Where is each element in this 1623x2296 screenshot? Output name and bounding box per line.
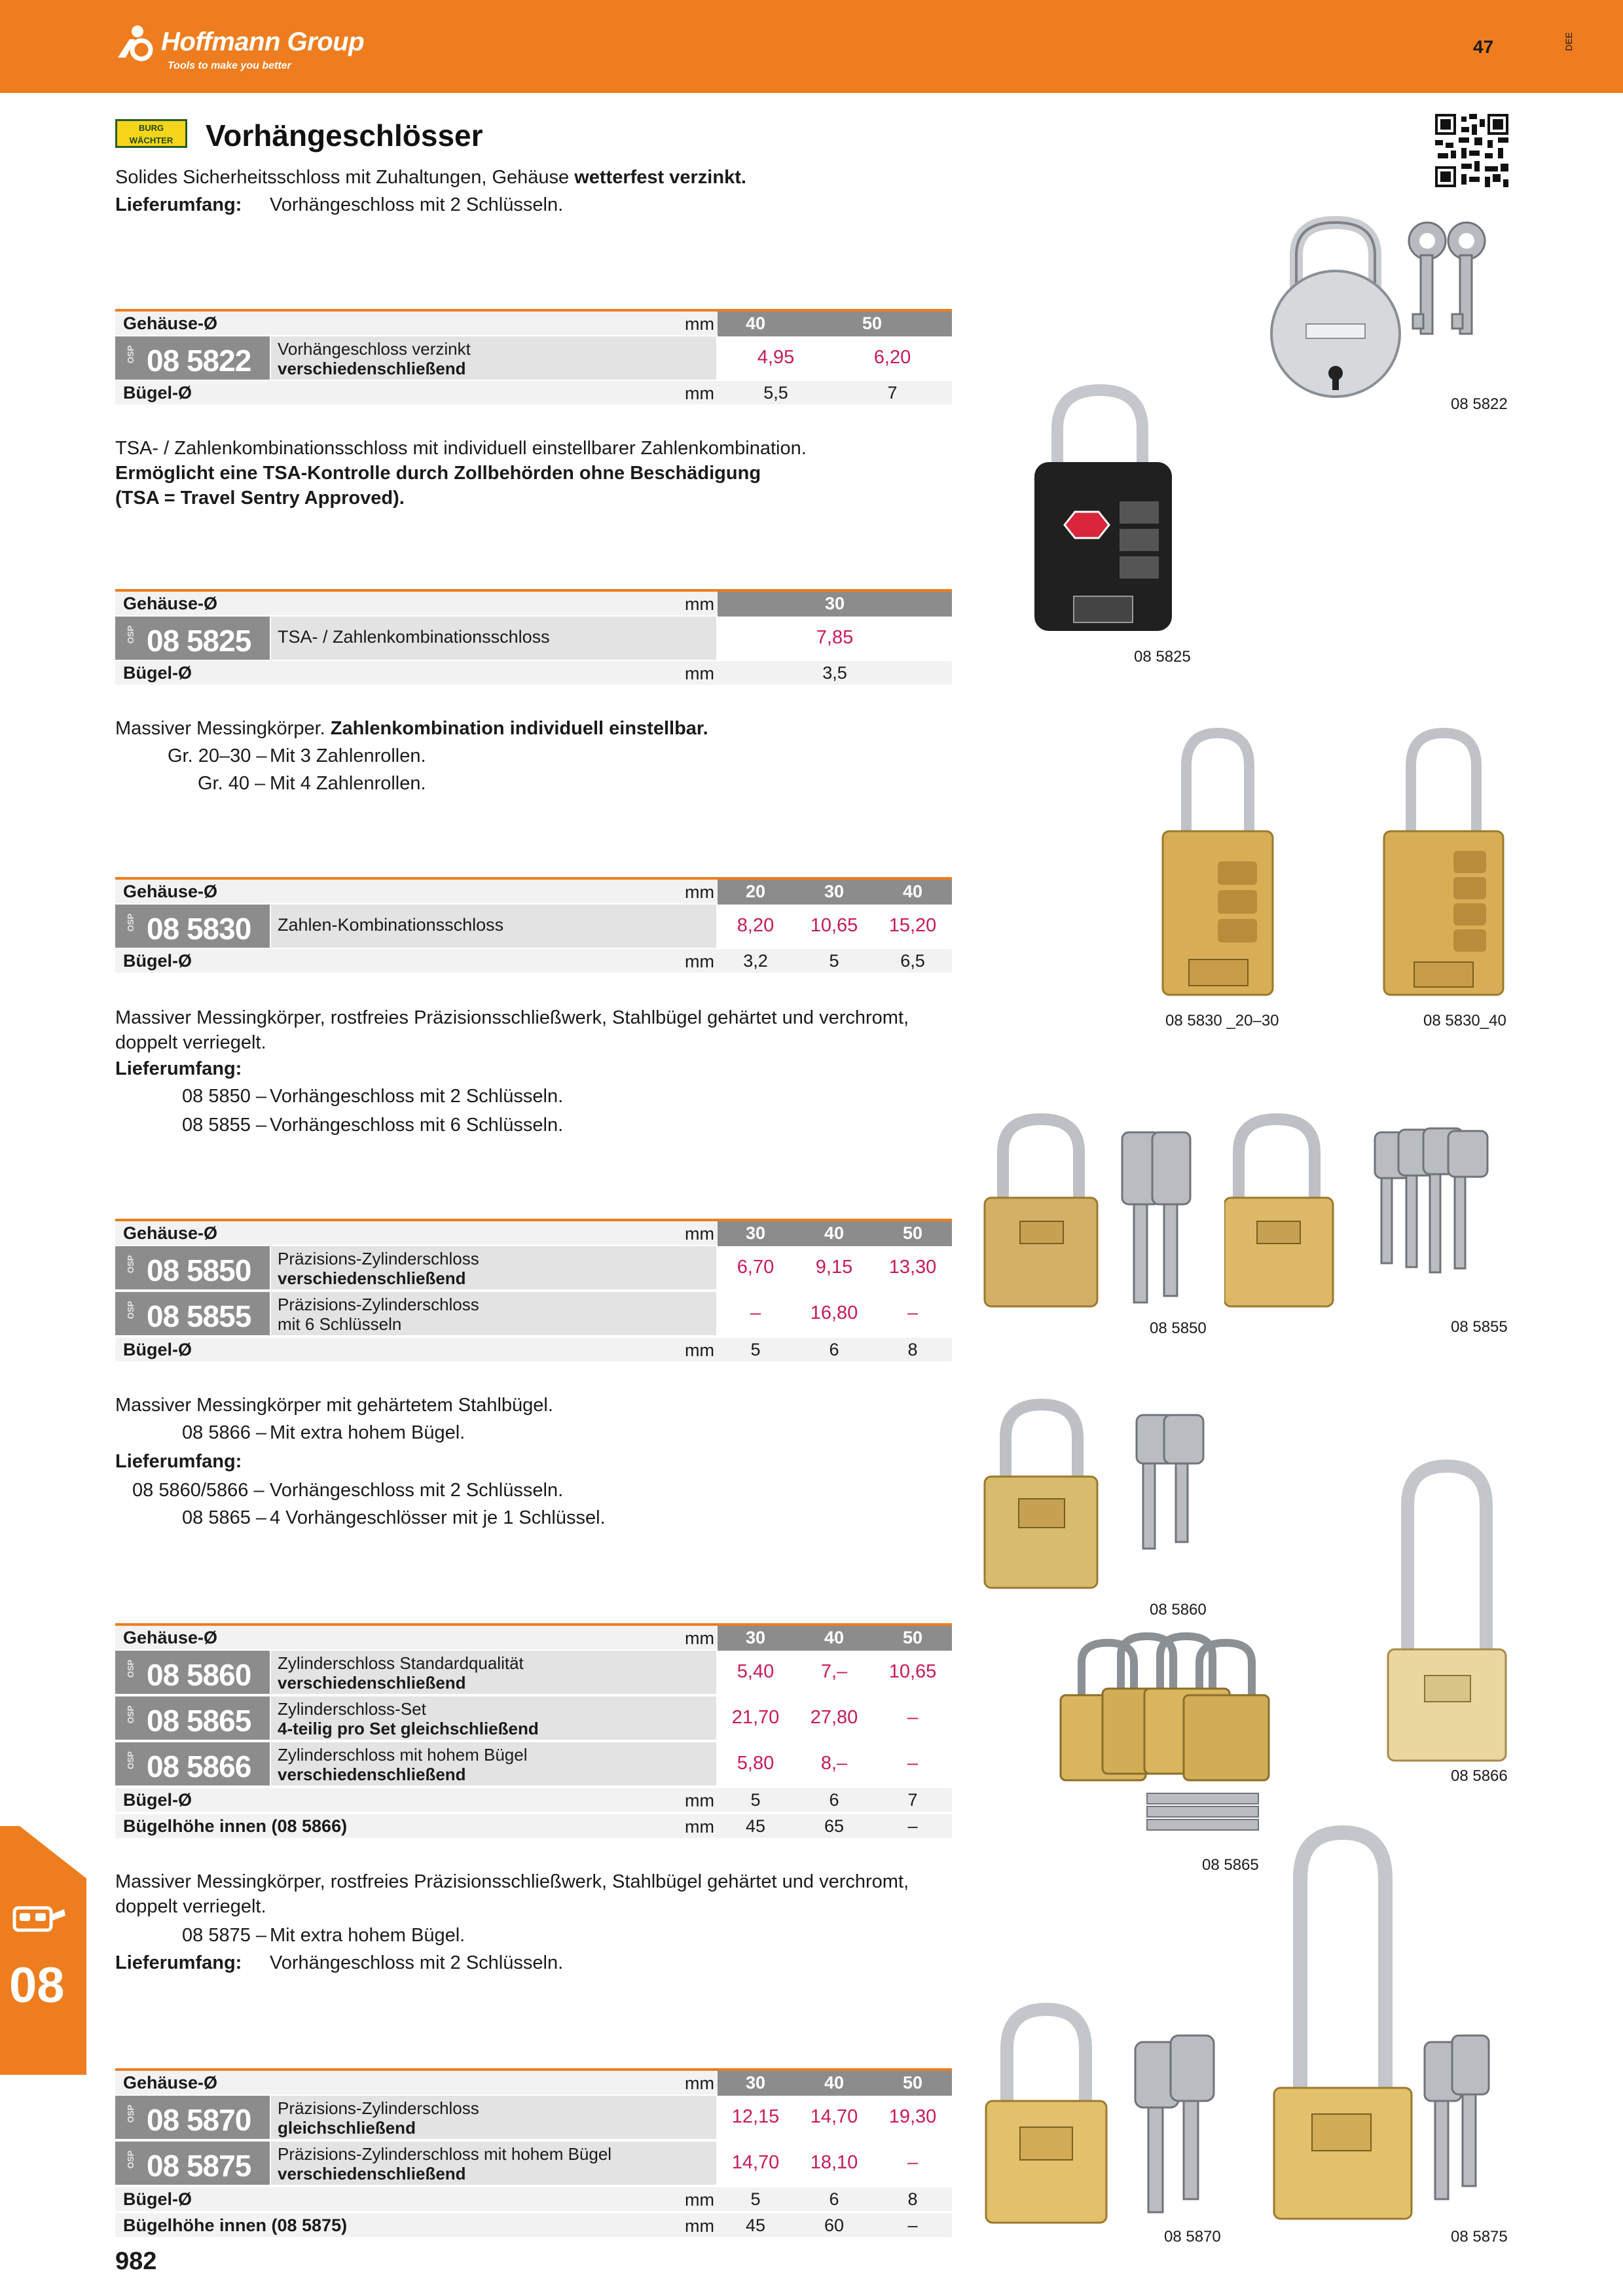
housing-row: Gehäuse-Ø mm 40 50 [115,312,952,336]
table-08-5830: Gehäuse-Ø mm 20 30 40 OSP 08 5830 Zahlen-Kombinationsschloss 8,20 10,65 15,20 Bügel-Ø mm 3,2 5 6,5 [115,877,952,982]
article-row-08-5870[interactable]: OSP 08 5870 Präzisions-Zylinderschloss gleichschließend 12,15 14,70 19,30 [115,2096,952,2140]
caption-08-5875: 08 5875 [1451,2228,1508,2246]
logo-icon [115,24,157,63]
padlock-08-5875-image[interactable] [1267,1820,1497,2225]
article-number: 08 5855 [147,1299,251,1333]
language-code: DEE [1563,32,1574,51]
qr-code-icon[interactable] [1435,114,1508,187]
caption-08-5825: 08 5825 [1134,648,1191,666]
tsa-text-3: (TSA = Travel Sentry Approved). [115,488,405,509]
page-number-top: 47 [1473,37,1494,57]
price: 7,85 [816,627,854,648]
caption-08-5830-20-30: 08 5830 _20–30 [1165,1012,1279,1030]
padlock-08-5830-40-image[interactable] [1375,720,1512,1001]
article-number: 08 5850 [147,1253,251,1287]
table-08-5850: Gehäuse-Ø mm 30 40 50 OSP 08 5850 Präzisions-Zylinderschloss verschiedenschließend 6,70 9,15 13,30 OSP 08 5855 Präzisions-Zylinderschloss mit 6 Schlüsseln – 16,80 – Bügel-Ø mm 5 6 8 [115,1219,952,1369]
section-title: Vorhängeschlösser [206,118,483,152]
padlock-08-5822-image[interactable] [1270,209,1493,399]
caption-08-5850: 08 5850 [1150,1319,1207,1337]
table-08-5825: Gehäuse-Ø mm 30 OSP 08 5825 TSA- / Zahlenkombinationsschloss 7,85 Bügel-Ø mm 3,5 [115,589,952,694]
article-row-08-5860[interactable]: OSP 08 5860 Zylinderschloss Standardqualität verschiedenschließend 5,40 7,– 10,65 [115,1651,952,1695]
article-row-08-5822[interactable]: OSP 08 5822 Vorhängeschloss verzinkt verschiedenschließend 4,95 6,20 [115,336,952,381]
brand-name: Hoffmann Group [161,27,365,56]
price: 10,65 [810,915,858,936]
tsa-text-2: Ermöglicht eine TSA-Kontrolle durch Zollbehörden ohne Beschädigung [115,463,761,484]
scope-label: Lieferumfang: [115,194,242,215]
caption-08-5866: 08 5866 [1451,1767,1508,1785]
caption-08-5870: 08 5870 [1164,2228,1221,2246]
padlock-08-5830-20-30-image[interactable] [1152,720,1283,1001]
price: 6,20 [873,347,911,368]
table-08-5870: Gehäuse-Ø mm 30 40 50 OSP 08 5870 Präzisions-Zylinderschloss gleichschließend 12,15 14,70 19,30 OSP 08 5875 Präzisions-Zylinderschloss mit hohem Bügel verschiedenschließend 14,70 18,10 – Bügel-Ø mm 5 6 8 Bügelhöhe innen (08 5875) mm 45 60 – [115,2068,952,2245]
padlock-08-5866-image[interactable] [1381,1453,1512,1767]
page-number-bottom: 982 [115,2248,157,2275]
table-08-5860: Gehäuse-Ø mm 30 40 50 OSP 08 5860 Zylinderschloss Standardqualität verschiedenschließend 5,40 7,– 10,65 OSP 08 5865 Zylinderschloss-Set 4-teilig pro Set gleichschließend 21,70 27,80 – OSP 08 5866 Zylinderschloss mit hohem Bügel verschiedenschließend 5,80 8,– – Bügel-Ø mm 5 6 7 Bügelhöhe innen (08 5866) mm 45 65 – [115,1623,952,1846]
padlock-08-5860-image[interactable] [979,1391,1228,1594]
article-row-08-5855[interactable]: OSP 08 5855 Präzisions-Zylinderschloss mit 6 Schlüsseln – 16,80 – [115,1292,952,1336]
caption-08-5822: 08 5822 [1451,395,1508,413]
intro-text: Solides Sicherheitsschloss mit Zuhaltungen, Gehäuse wetterfest verzinkt. [115,167,746,188]
padlock-08-5850-image[interactable] [982,1106,1218,1316]
article-number: 08 5822 [147,344,251,378]
price: 4,95 [757,347,795,368]
caption-08-5865: 08 5865 [1202,1856,1259,1874]
caption-08-5860: 08 5860 [1150,1601,1207,1619]
article-row-08-5830[interactable]: OSP 08 5830 Zahlen-Kombinationsschloss 8,20 10,65 15,20 [115,905,952,949]
chapter-tab[interactable] [0,1826,86,2075]
brand-tagline: Tools to make you better [168,60,291,71]
caption-08-5830-40: 08 5830_40 [1423,1012,1506,1030]
padlock-set-08-5865-image[interactable] [1055,1630,1271,1846]
article-row-08-5866[interactable]: OSP 08 5866 Zylinderschloss mit hohem Bügel verschiedenschließend 5,80 8,– – [115,1742,952,1787]
shackle-row: Bügel-Ø mm 5,5 7 [115,381,952,406]
hoffmann-logo[interactable] [115,24,390,76]
brass-combo-text: Massiver Messingkörper. Zahlenkombination individuell einstellbar. [115,718,708,739]
caption-08-5855: 08 5855 [1451,1318,1508,1336]
scope-text: Vorhängeschloss mit 2 Schlüsseln. [270,194,564,215]
article-number: 08 5830 [147,912,251,946]
burg-waechter-logo: BURG WÄCHTER [115,119,187,148]
padlock-08-5825-image[interactable] [1028,377,1185,639]
tsa-text-1: TSA- / Zahlenkombinationsschloss mit individuell einstellbarer Zahlenkombination. [115,438,807,459]
article-row-08-5865[interactable]: OSP 08 5865 Zylinderschloss-Set 4-teilig pro Set gleichschließend 21,70 27,80 – [115,1696,952,1741]
chapter-number: 08 [9,1958,65,2013]
article-row-08-5850[interactable]: OSP 08 5850 Präzisions-Zylinderschloss verschiedenschließend 6,70 9,15 13,30 [115,1246,952,1291]
padlock-08-5870-image[interactable] [981,1996,1256,2225]
price: 8,20 [737,915,775,936]
article-row-08-5825[interactable]: OSP 08 5825 TSA- / Zahlenkombinationsschloss 7,85 [115,617,952,661]
article-number: 08 5825 [147,624,251,658]
padlock-08-5855-image[interactable] [1224,1106,1499,1316]
price: 15,20 [888,915,937,936]
article-row-08-5875[interactable]: OSP 08 5875 Präzisions-Zylinderschloss mit hohem Bügel verschiedenschließend 14,70 18,10 – [115,2142,952,2186]
table-08-5822 [115,309,952,414]
